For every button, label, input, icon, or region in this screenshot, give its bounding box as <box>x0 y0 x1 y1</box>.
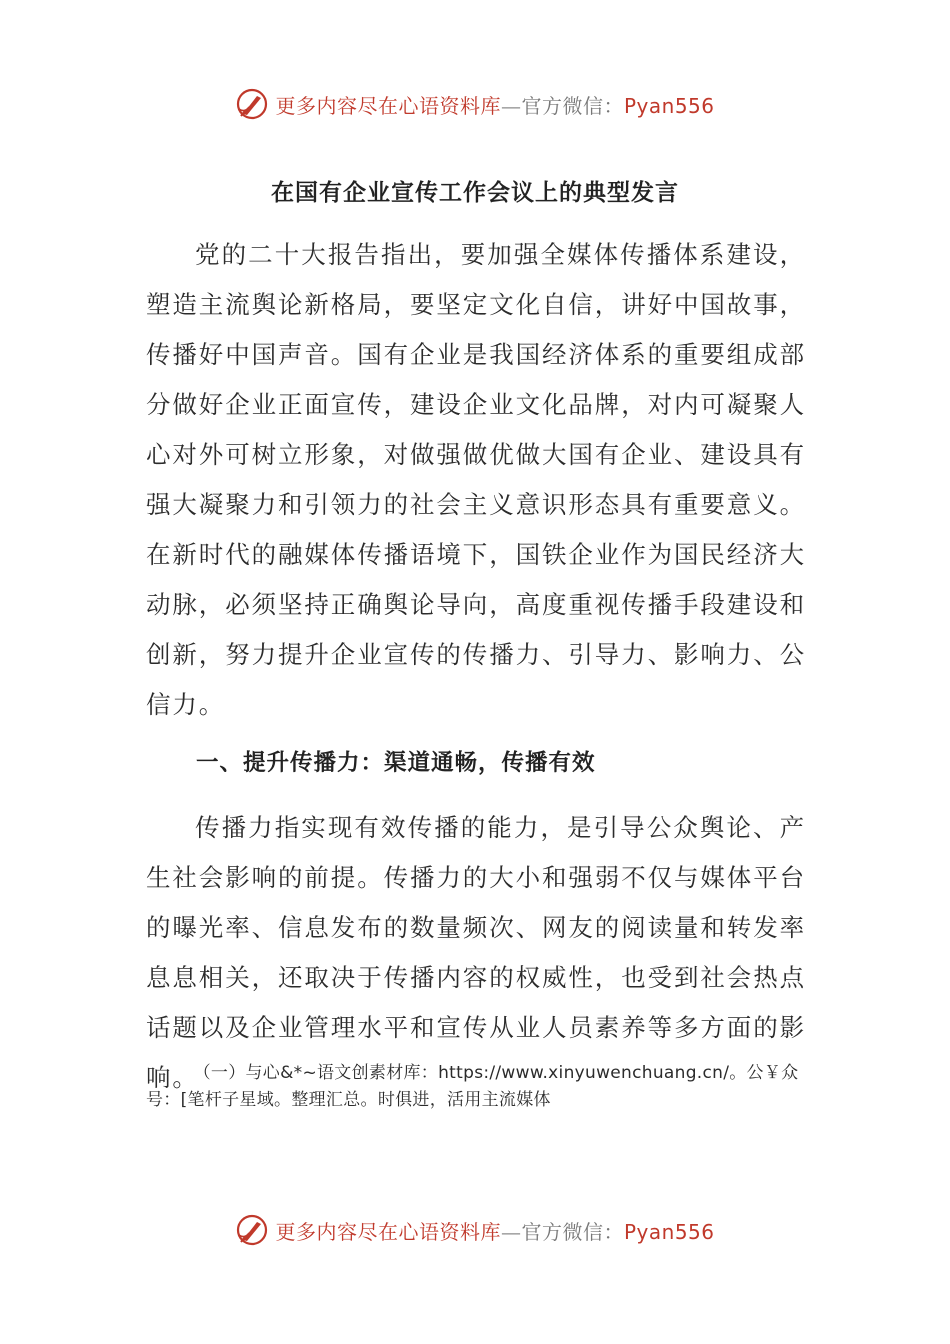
header-watermark <box>0 84 950 124</box>
watermark-wechat-id: Pyan556 <box>623 1219 715 1244</box>
watermark-label: 官方微信： <box>521 93 624 118</box>
watermark-separator: — <box>500 1219 522 1244</box>
watermark-site: 更多内容尽在心语资料库 <box>275 1219 501 1244</box>
intro-paragraph: 党的二十大报告指出，要加强全媒体传播体系建设，塑造主流舆论新格局，要坚定文化自信，讲好中国故事，传播好中国声音。国有企业是我国经济体系的重要组成部分做好企业正面宣传，建设企业文化品牌，对内可凝聚人心对外可树立形象，对做强做优做大国有企业、建设具有强大凝聚力和引领力的社会主义意识形态具有重要意义。在新时代的融媒体传播语境下，国铁企业作为国民经济大动脉，必须坚持正确舆论导向，高度重视传播手段建设和创新，努力提升企业宣传的传播力、引导力、影响力、公信力。 <box>146 240 806 719</box>
footnote-text: （一）与心&*~语文创素材库：https://www.xinyuwenchuang.cn/。公￥众号：[笔杆子星域。整理汇总。时俱进，活用主流媒体 <box>146 1063 799 1110</box>
quill-pen-logo-icon <box>235 87 269 121</box>
quill-pen-logo-icon <box>235 1213 269 1247</box>
section-paragraph: 传播力指实现有效传播的能力，是引导公众舆论、产生社会影响的前提。传播力的大小和强弱不仅与媒体平台的曝光率、信息发布的数量频次、网友的阅读量和转发率息息相关，还取决于传播内容的权威性，也受到社会热点话题以及企业管理水平和宣传从业人员素养等多方面的影响。 <box>146 813 806 1092</box>
document-title: 在国有企业宣传工作会议上的典型发言 <box>271 180 679 206</box>
watermark-wechat-id: Pyan556 <box>623 93 715 118</box>
footer-watermark <box>0 1210 950 1250</box>
watermark-text <box>275 90 714 119</box>
watermark-label: 官方微信： <box>521 1219 624 1244</box>
watermark-text <box>275 1216 714 1245</box>
watermark-site: 更多内容尽在心语资料库 <box>275 93 501 118</box>
section-heading: 一、提升传播力：渠道通畅，传播有效 <box>196 750 596 776</box>
watermark-separator: — <box>500 93 522 118</box>
